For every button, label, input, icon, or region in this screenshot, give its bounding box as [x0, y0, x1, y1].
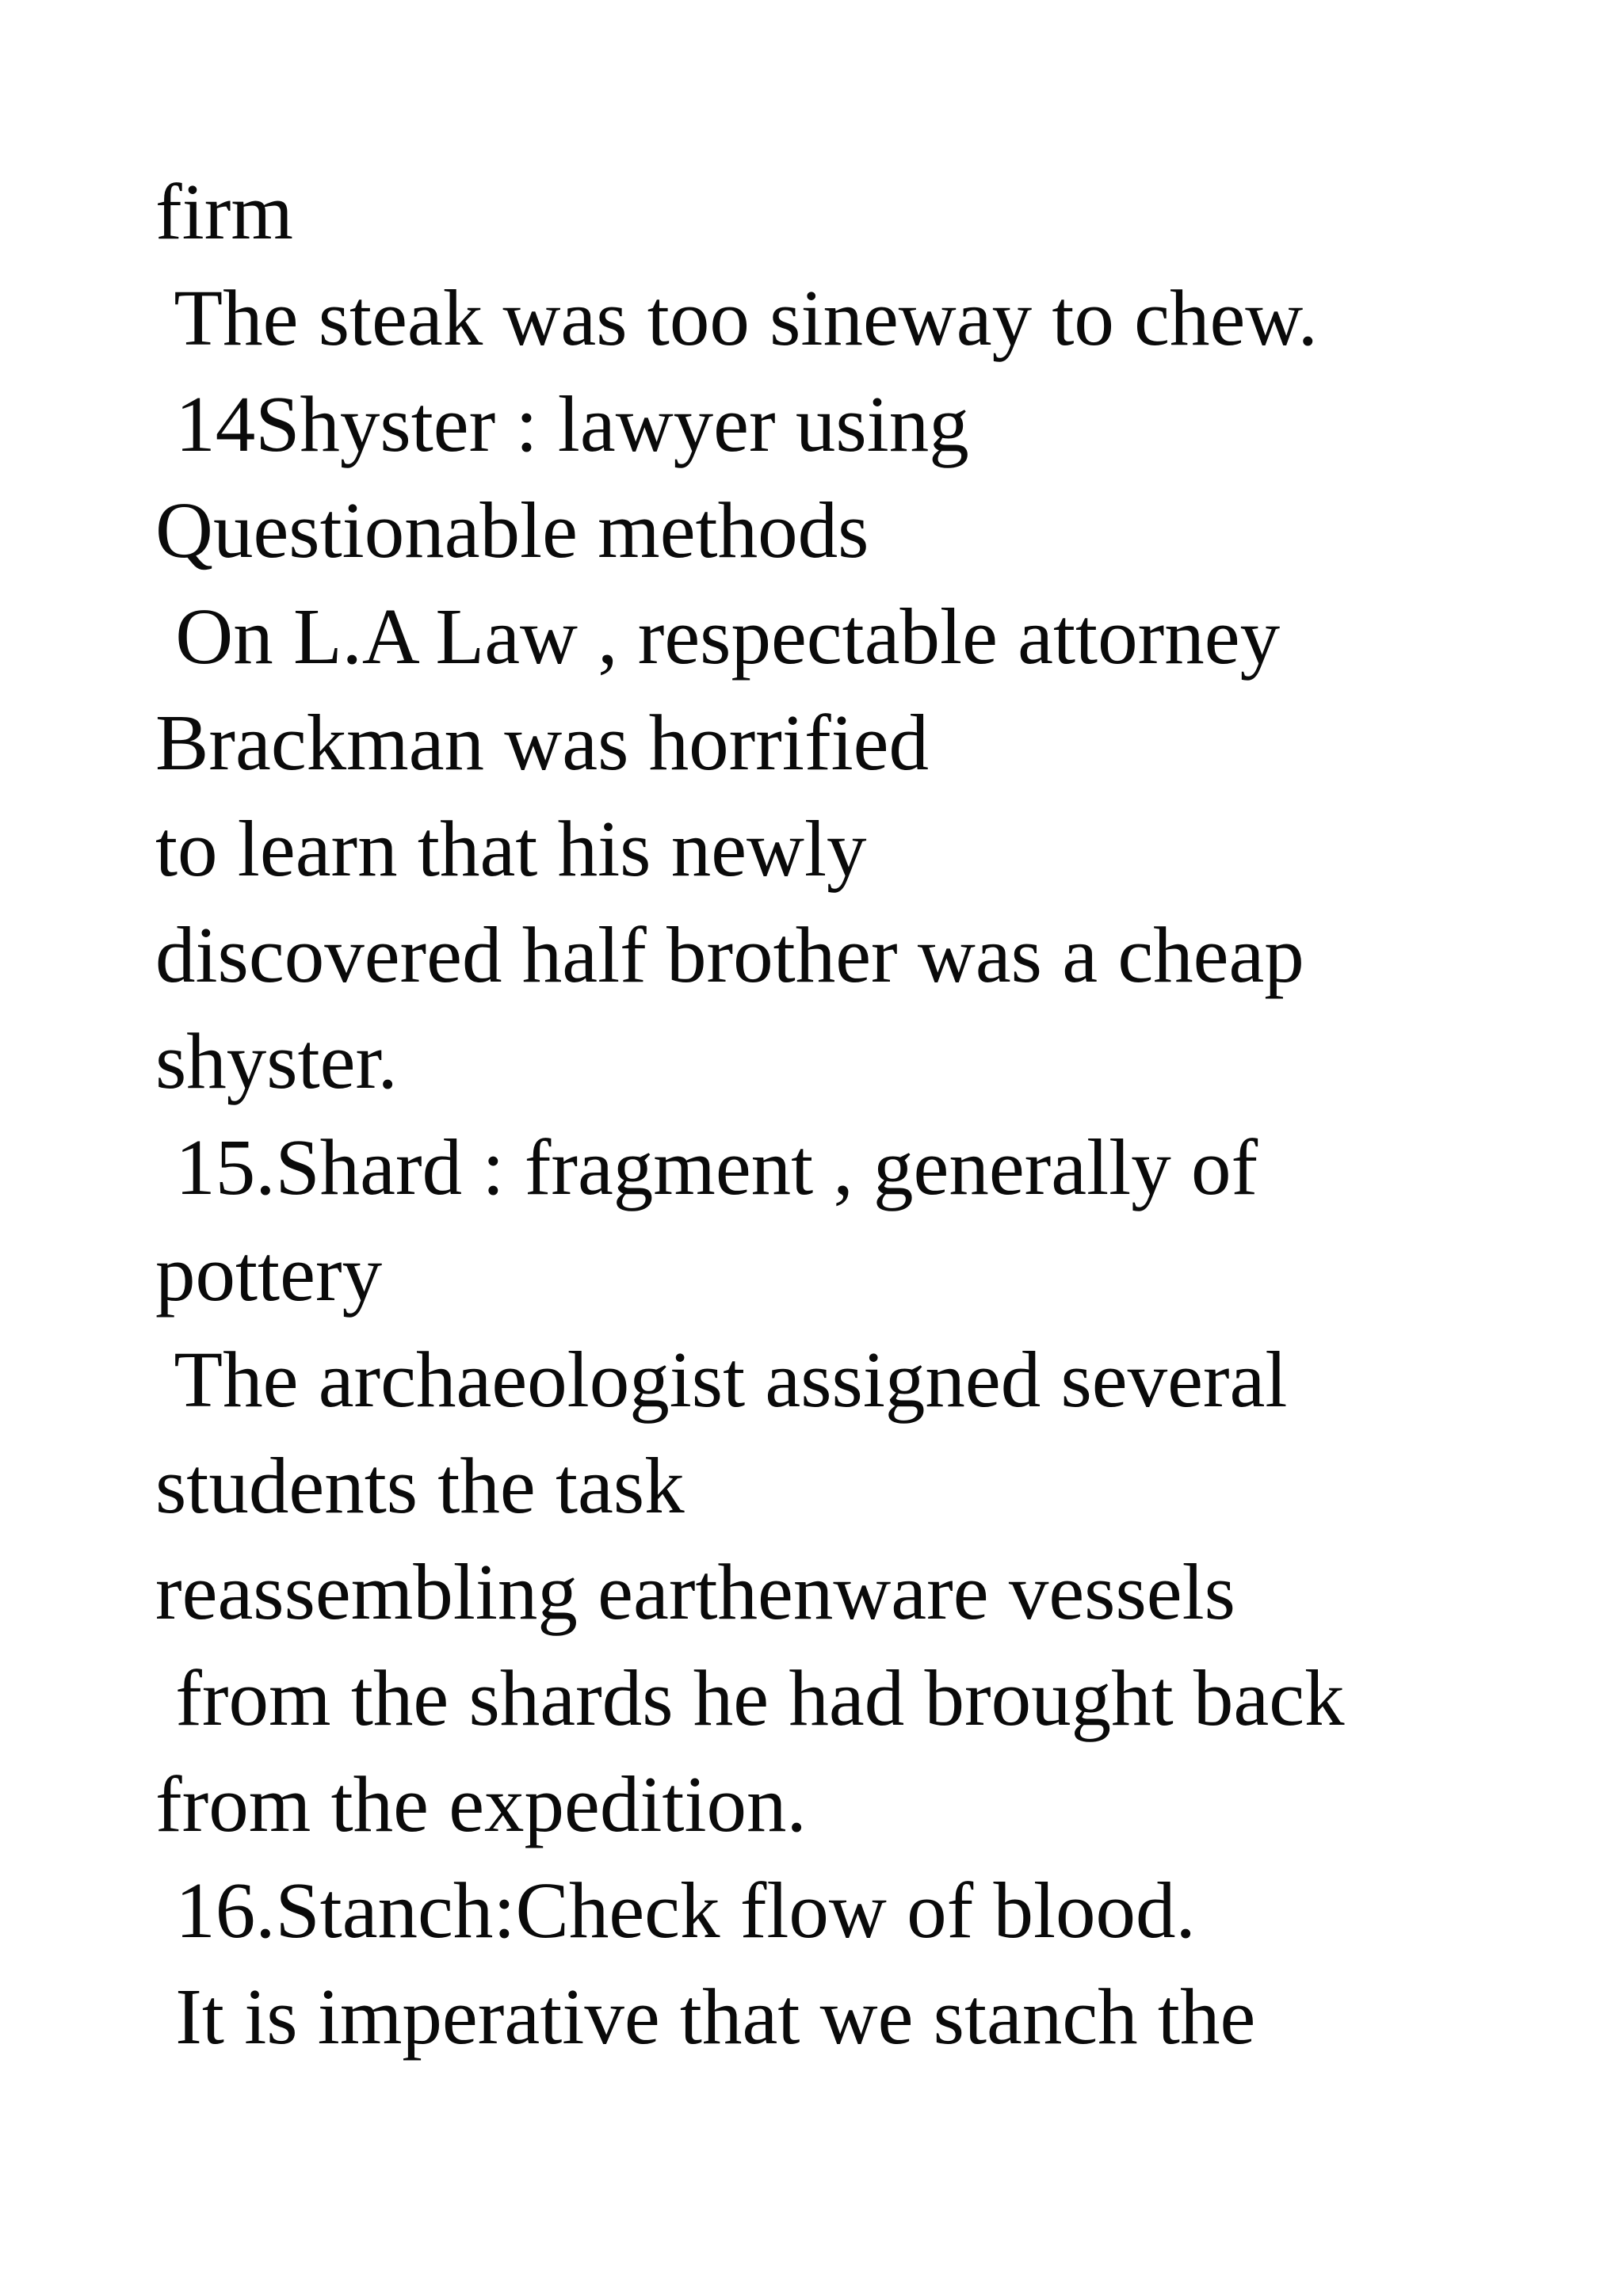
- text-line: It is imperative that we stanch the: [155, 1972, 1256, 2061]
- text-line: from the shards he had brought back: [155, 1653, 1345, 1742]
- text-line: 16.Stanch:Check flow of blood.: [155, 1866, 1196, 1955]
- text-line: to learn that his newly: [155, 804, 867, 893]
- text-line: firm: [155, 167, 293, 256]
- document-text: [155, 158, 1582, 2069]
- text-line: Brackman was horrified: [155, 698, 929, 787]
- text-line: pottery: [155, 1229, 383, 1318]
- text-line: The archaeologist assigned several: [155, 1335, 1288, 1424]
- text-line: On L.A Law , respectable attorney: [155, 592, 1281, 681]
- text-line: 14Shyster : lawyer using: [155, 379, 969, 468]
- text-line: reassembling earthenware vessels: [155, 1547, 1235, 1636]
- text-line: students the task: [155, 1441, 685, 1530]
- text-line: discovered half brother was a cheap: [155, 910, 1304, 999]
- text-line: from the expedition.: [155, 1760, 807, 1848]
- text-line: shyster.: [155, 1016, 398, 1105]
- text-line: Questionable methods: [155, 486, 869, 574]
- text-line: 15.Shard : fragment , generally of: [155, 1123, 1258, 1211]
- text-line: The steak was too sineway to chew.: [155, 273, 1318, 362]
